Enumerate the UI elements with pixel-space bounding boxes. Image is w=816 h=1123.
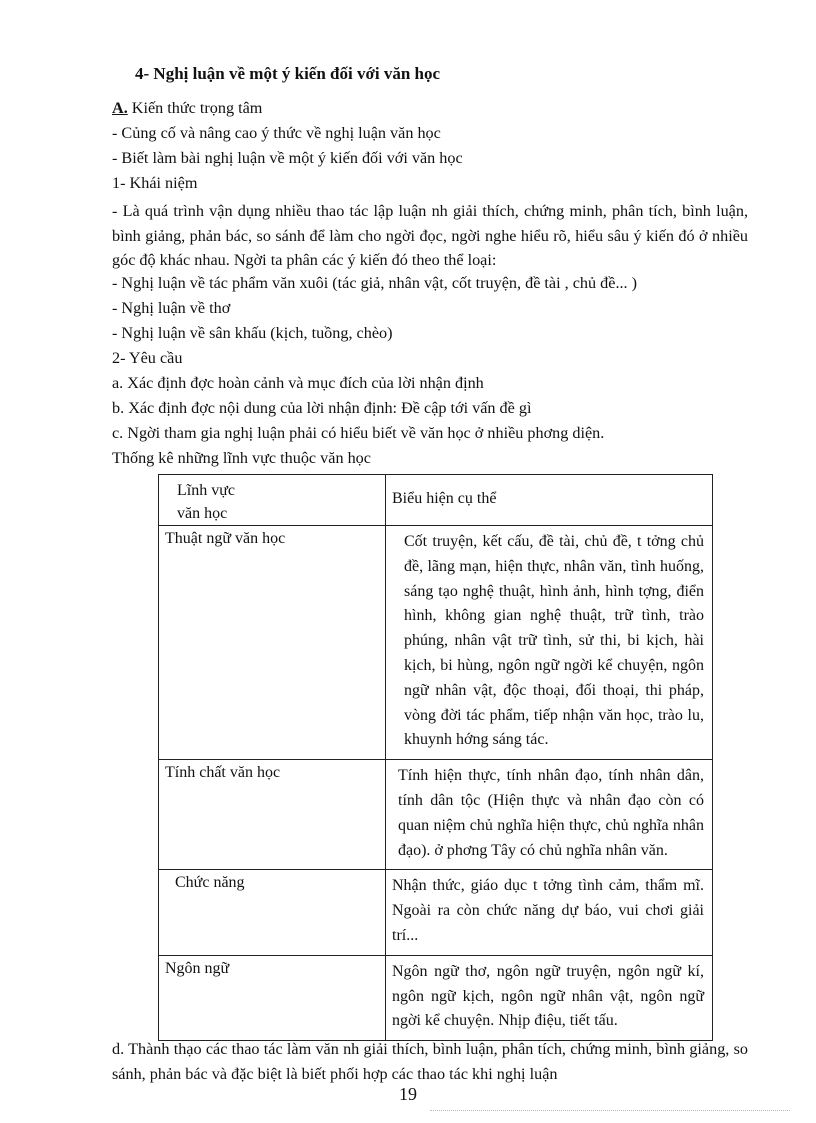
header-field-line-2: văn học (177, 505, 228, 522)
requirement-line: b. Xác định đợc nội dung của lời nhận định: Đề cập tới vấn đề gì (112, 399, 532, 417)
field-cell: Tính chất văn học (159, 760, 386, 870)
bullet-line: - Nghị luận về tác phẩm văn xuôi (tác giả, nhân vật, cốt truyện, đề tài , chủ đề... ) (112, 274, 638, 292)
header-cell-field (159, 475, 386, 526)
section-heading: 4- Nghị luận về một ý kiến đối với văn học (135, 64, 441, 83)
field-cell: Chức năng (159, 870, 386, 955)
concept-paragraph: - Là quá trình vận dụng nhiều thao tác lập luận nh giải thích, chứng minh, phân tích, bình luận, bình giảng, phản bác, so sánh để làm cho ngời đọc, ngời nghe hiểu rõ, hiểu sâu ý kiến đó ở nhiều góc độ khác nhau. Ngời ta phân các ý kiến đó theo thể loại: (112, 202, 748, 269)
table-caption: Thống kê những lĩnh vực thuộc văn học (112, 449, 371, 467)
field-cell: Thuật ngữ văn học (159, 526, 386, 760)
requirement-line: c. Ngời tham gia nghị luận phải có hiểu biết về văn học ở nhiều phơng diện. (112, 424, 605, 442)
bullet-line: - Củng cố và nâng cao ý thức về nghị luận văn học (112, 124, 441, 142)
table-header-row (159, 475, 713, 526)
detail-cell: Nhận thức, giáo dục t tởng tình cảm, thẩm mĩ. Ngoài ra còn chức năng dự báo, vui chơi giải trí... (386, 870, 713, 955)
footer-divider (430, 1110, 790, 1111)
section-a-title (112, 99, 262, 118)
subsection-title: 1- Khái niệm (112, 174, 198, 192)
section-a-letter: A. (112, 99, 128, 117)
section-a-text: Kiến thức trọng tâm (131, 99, 263, 117)
header-cell-detail (386, 475, 713, 526)
closing-paragraph: d. Thành thạo các thao tác làm văn nh giải thích, bình luận, phân tích, chứng minh, bình giảng, so sánh, phản bác và đặc biệt là biết phối hợp các thao tác khi nghị luận (112, 1040, 748, 1083)
header-detail-label: Biểu hiện cụ thể (392, 489, 497, 507)
subsection-title: 2- Yêu cầu (112, 349, 183, 367)
detail-cell: Ngôn ngữ thơ, ngôn ngữ truyện, ngôn ngữ kí, ngôn ngữ kịch, ngôn ngữ nhân vật, ngôn ngữ ngời kể chuyện. Nhịp điệu, tiết tấu. (386, 955, 713, 1040)
field-cell: Ngôn ngữ (159, 955, 386, 1040)
detail-cell: Tính hiện thực, tính nhân đạo, tính nhân dân, tính dân tộc (Hiện thực và nhân đạo còn có quan niệm chủ nghĩa hiện thực, chủ nghĩa nhân đạo). ở phơng Tây có chủ nghĩa nhân văn. (386, 760, 713, 870)
bullet-line: - Nghị luận về sân khấu (kịch, tuồng, chèo) (112, 324, 393, 342)
requirement-line: a. Xác định đợc hoàn cảnh và mục đích của lời nhận định (112, 374, 484, 392)
table-row (159, 955, 713, 1040)
table-row (159, 526, 713, 760)
bullet-line: - Nghị luận về thơ (112, 299, 231, 317)
detail-cell: Cốt truyện, kết cấu, đề tài, chủ đề, t tởng chủ đề, lãng mạn, hiện thực, nhân văn, tình huống, sáng tạo nghệ thuật, hình ảnh, hình tợng, điển hình, không gian nghệ thuật, trữ tình, trào phúng, nhân vật trữ tình, sử thi, bi kịch, hài kịch, bi hùng, ngôn ngữ ngời kể chuyện, ngôn ngữ nhân vật, độc thoại, đối thoại, thi pháp, vòng đời tác phẩm, tiếp nhận văn học, trào lu, khuynh hớng sáng tác. (386, 526, 713, 760)
page-number: 19 (399, 1084, 417, 1104)
literature-fields-table (158, 474, 713, 1041)
bullet-line: - Biết làm bài nghị luận về một ý kiến đối với văn học (112, 149, 463, 167)
header-field-line-1: Lĩnh vực (177, 482, 235, 499)
table-row (159, 870, 713, 955)
table-row (159, 760, 713, 870)
